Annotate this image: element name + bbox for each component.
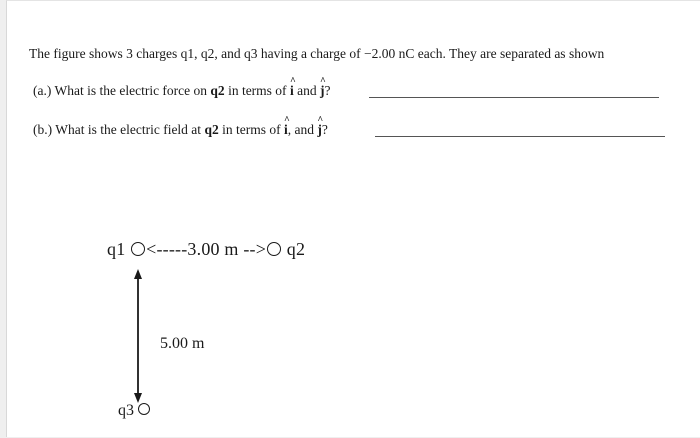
part-b-suffix: ? — [321, 122, 328, 137]
q1-label: q1 — [107, 239, 126, 259]
q3-label: q3 — [118, 402, 134, 419]
part-b-and: , and — [287, 122, 318, 137]
part-b-target: q2 — [204, 122, 219, 137]
part-a-and: and — [293, 83, 320, 98]
part-b-unit-i: ^ i — [284, 122, 288, 138]
part-b-prefix: (b.) What is the electric field at — [33, 122, 205, 137]
vertical-distance-label: 5.00 m — [160, 335, 205, 352]
part-b-unit-j: ^ j — [317, 122, 322, 138]
part-a-suffix: ? — [324, 83, 331, 98]
charge-row-q1-q2 — [107, 239, 305, 260]
question-part-a — [33, 83, 330, 99]
part-a-unit-i: ^ i — [290, 83, 294, 99]
q3-charge-group — [118, 402, 151, 420]
part-a-prefix: (a.) What is the electric force on — [33, 83, 211, 98]
answer-line-b[interactable] — [375, 136, 665, 137]
part-a-middle: in terms of — [224, 83, 290, 98]
part-b-middle: in terms of — [218, 122, 284, 137]
part-a-target: q2 — [210, 83, 225, 98]
horizontal-distance-label: <-----3.00 m --> — [146, 239, 267, 259]
part-a-unit-j: ^ j — [320, 83, 325, 99]
q2-label: q2 — [286, 239, 306, 259]
q3-charge-circle — [138, 403, 150, 415]
problem-page — [6, 0, 700, 437]
question-part-b — [33, 122, 328, 138]
q1-charge-circle — [131, 242, 145, 256]
problem-intro: The figure shows 3 charges q1, q2, and q3 having a charge of −2.00 nC each. They are separated as shown — [29, 46, 605, 61]
q2-charge-circle — [267, 242, 281, 256]
vertical-distance-arrow — [133, 269, 143, 403]
answer-line-a[interactable] — [369, 97, 659, 98]
